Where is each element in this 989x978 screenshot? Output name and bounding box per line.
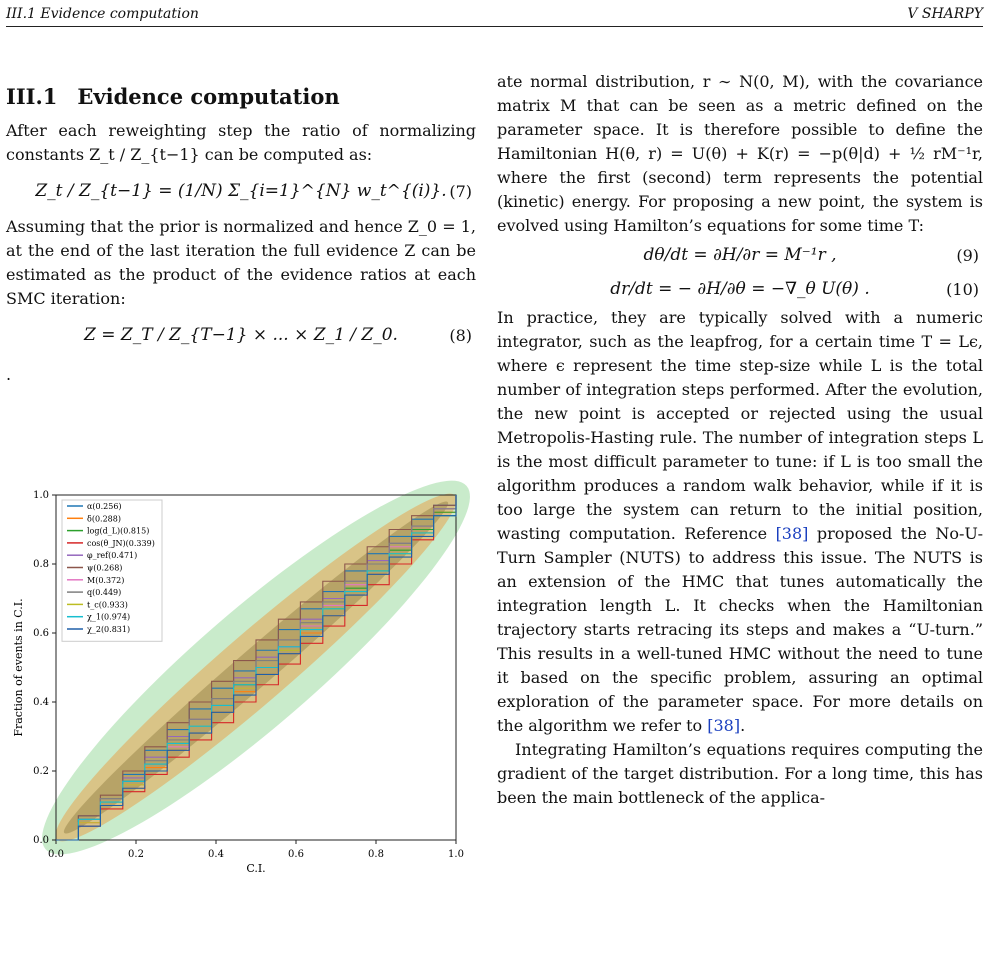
equation-8-body: Z = Z_T / Z_{T−1} × ... × Z_1 / Z_0.	[84, 325, 398, 345]
legend-entry: log(d_L)(0.815)	[87, 526, 150, 536]
x-tick-label: 0.8	[368, 849, 384, 860]
paragraph-evidence: Assuming that the prior is normalized and hence Z_0 = 1, at the end of the last iteration the full evidence Z can be estimated as the product of the evidence ratios at each SMC iteration:	[6, 217, 476, 308]
equation-7-body: Z_t / Z_{t−1} = (1/N) Σ_{i=1}^{N} w_t^{(i)}.	[35, 181, 447, 201]
paragraph-nuts	[497, 306, 983, 738]
paragraph-gradient: Integrating Hamilton’s equations requires computing the gradient of the target distribution. For a long time, this has been the main bottleneck of the applica-	[497, 740, 983, 807]
x-tick-label: 0.6	[288, 849, 304, 860]
legend-entry: δ(0.288)	[87, 514, 121, 524]
section-title: Evidence computation	[77, 84, 340, 109]
equation-9-body: dθ/dt = ∂H/∂r = M⁻¹r ,	[643, 245, 837, 265]
x-axis-label: C.I.	[246, 862, 266, 875]
y-tick-label: 0.6	[33, 628, 49, 639]
paragraph-nuts-b: proposed the No-U-Turn Sampler (NUTS) to address this issue. The NUTS is an extension of the HMC that tunes automatically the integration length L. It checks when the Hamiltonian trajectory starts retracing its steps and makes a “U-turn.” This results in a well-tuned HMC without the need to tune it based on the specific problem, assuring an optimal exploration of the parameter space. For more details on the algorithm we refer to	[497, 524, 983, 735]
y-tick-label: 0.4	[33, 697, 49, 708]
legend-entry: χ_1(0.974)	[87, 612, 131, 622]
legend-entry: t_c(0.933)	[87, 600, 128, 610]
legend-entry: ψ(0.268)	[87, 563, 123, 573]
header-right: V SHARPY	[907, 6, 983, 22]
equation-10-number: (10)	[946, 279, 979, 299]
equation-7	[6, 167, 476, 215]
legend-entry: φ_ref(0.471)	[87, 551, 138, 561]
paragraph-hamiltonian: ate normal distribution, r ∼ N(0, M), with the covariance matrix M that can be seen as a metric defined on the parameter space. It is therefore possible to define the Hamiltonian H(θ, r) = U(θ) + K(r) = −p(θ|d) + ½ rM⁻¹r, where the first (second) term represents the potential (kinetic) energy. For proposing a new point, the system is evolved using Hamilton’s equations for some time T:	[497, 72, 983, 235]
legend-entry: α(0.256)	[87, 502, 122, 511]
x-tick-label: 0.0	[48, 849, 64, 860]
left-column	[6, 70, 476, 384]
equation-10	[497, 272, 983, 306]
y-tick-label: 0.8	[33, 559, 49, 570]
equation-9	[497, 238, 983, 272]
paragraph-nuts-c: .	[740, 716, 746, 735]
citation-38-first[interactable]: [38]	[775, 524, 809, 543]
section-number: III.1	[6, 84, 58, 109]
pp-plot-figure	[6, 480, 476, 880]
equation-10-body: dr/dt = − ∂H/∂θ = −∇_θ U(θ) .	[610, 279, 870, 299]
legend-entry: cos(θ_JN)(0.339)	[87, 538, 155, 548]
x-tick-label: 1.0	[448, 849, 464, 860]
legend-entry: q(0.449)	[87, 588, 122, 598]
y-axis-label: Fraction of events in C.I.	[12, 598, 25, 737]
legend-entry: χ_2(0.831)	[87, 625, 131, 634]
section-heading	[6, 84, 476, 109]
equation-8-number: (8)	[449, 325, 472, 345]
running-head	[6, 0, 983, 27]
pp-plot-svg	[6, 480, 476, 880]
right-column	[497, 70, 983, 810]
equation-7-number: (7)	[449, 181, 472, 201]
x-tick-label: 0.4	[208, 849, 224, 860]
y-tick-label: 1.0	[33, 490, 49, 501]
equation-8	[6, 311, 476, 359]
legend-entry: M(0.372)	[87, 575, 125, 585]
citation-38-second[interactable]: [38]	[707, 716, 741, 735]
x-tick-label: 0.2	[128, 849, 144, 860]
paragraph-nuts-a: In practice, they are typically solved with a numeric integrator, such as the leapfrog, for a certain time T = Lϵ, where ϵ represent the time step-size while L is the total number of integration steps performed. After the evolution, the new point is accepted or rejected using the usual Metropolis-Hasting rule. The number of integration steps L is the most difficult parameter to tune: if L is too small the algorithm produces a random walk behavior, while if it is too large the system can return to the initial position, wasting computation. Reference	[497, 308, 983, 543]
y-tick-label: 0.0	[33, 835, 49, 846]
stray-period: .	[6, 365, 12, 384]
y-tick-label: 0.2	[33, 766, 49, 777]
equation-9-number: (9)	[956, 245, 979, 265]
header-left: III.1 Evidence computation	[6, 6, 199, 22]
paragraph-ratio: After each reweighting step the ratio of normalizing constants Z_t / Z_{t−1} can be computed as:	[6, 121, 476, 164]
